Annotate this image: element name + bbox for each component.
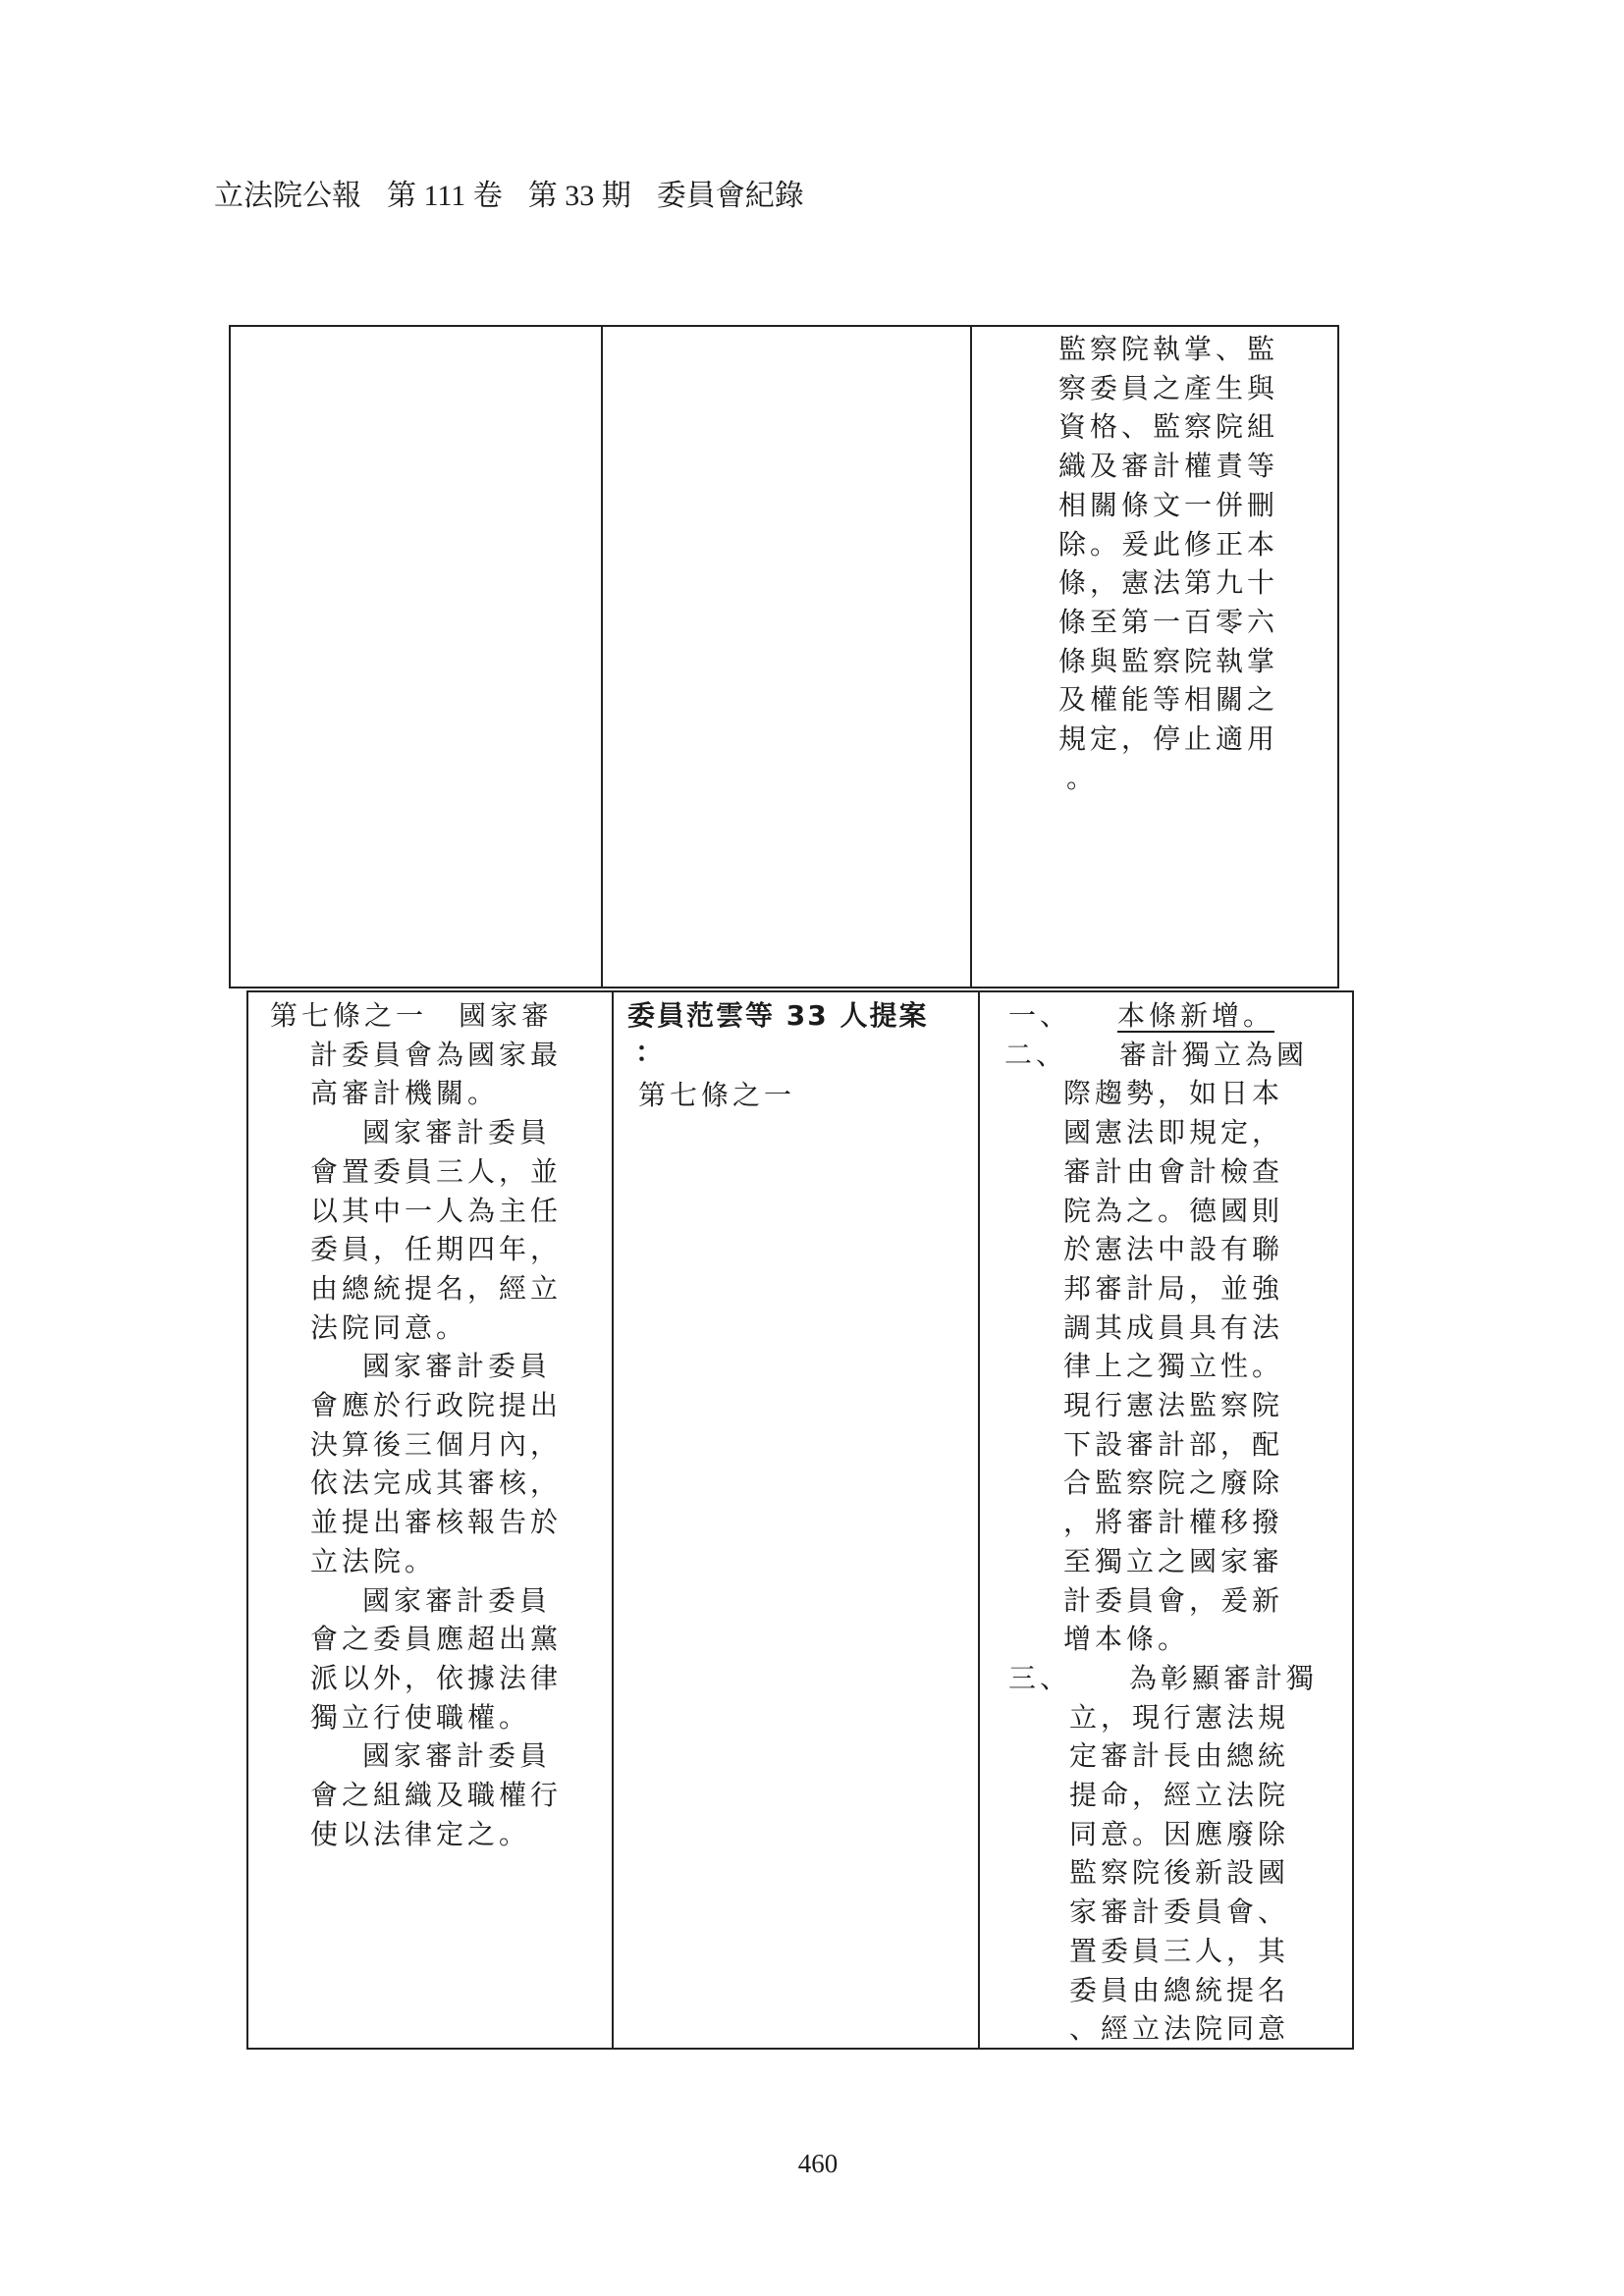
text-line: 置委員三人，其 xyxy=(1069,1934,1290,1967)
running-header xyxy=(214,179,804,214)
article-reference: 第七條之一 xyxy=(638,1079,796,1111)
text-line: 條至第一百零六 xyxy=(1058,605,1279,638)
item-marker: 二、 xyxy=(1004,1038,1068,1071)
text-line: 同意。因應廢除 xyxy=(1069,1817,1290,1850)
text-line: 察委員之產生與 xyxy=(1058,371,1279,404)
page-number: 460 xyxy=(797,2149,839,2178)
text-line: 委員，任期四年， xyxy=(310,1233,563,1266)
text-line: 國憲法即規定， xyxy=(1063,1116,1284,1149)
text-line: 、經立法院同意 xyxy=(1069,2012,1290,2046)
text-line: ，將審計權移撥 xyxy=(1063,1506,1284,1539)
text-line: 院為之。德國則 xyxy=(1063,1194,1284,1227)
text-line: 調其成員具有法 xyxy=(1063,1310,1284,1344)
text-line: 織及審計權責等 xyxy=(1058,450,1279,483)
text-line: 為彰顯審計獨 xyxy=(1129,1661,1319,1694)
text-line: 立法院。 xyxy=(310,1544,437,1577)
text-line: 合監察院之廢除 xyxy=(1063,1467,1284,1500)
text-line: 際趨勢，如日本 xyxy=(1063,1077,1284,1110)
text-line: 並提出審核報告於 xyxy=(310,1506,563,1539)
paragraph-start-line: 國家審計委員 xyxy=(362,1350,552,1383)
text-line: 監察院執掌、監 xyxy=(1058,333,1279,365)
upper-explanation-cell xyxy=(1058,330,1278,797)
text-line: 決算後三個月內， xyxy=(310,1427,563,1461)
text-line: 委員由總統提名 xyxy=(1069,1973,1290,2006)
text-line: 使以法律定之。 xyxy=(310,1817,531,1850)
issue-number: 第 33 期 xyxy=(527,180,631,212)
text-line: 律上之獨立性。 xyxy=(1063,1350,1284,1383)
text-line: 立，現行憲法規 xyxy=(1069,1700,1290,1734)
text-line: 現行憲法監察院 xyxy=(1063,1389,1284,1422)
column-divider xyxy=(601,327,603,987)
volume-number: 第 111 卷 xyxy=(387,180,503,212)
item-marker: 一、 xyxy=(1008,999,1072,1032)
text-line: 家審計委員會、 xyxy=(1069,1896,1290,1929)
text-line: 相關條文一併刪 xyxy=(1058,488,1279,521)
text-line: 增本條。 xyxy=(1063,1623,1190,1656)
article-text-cell xyxy=(270,996,562,1853)
text-line: 法院同意。 xyxy=(310,1310,468,1344)
text-line: 條與監察院執掌 xyxy=(1058,644,1279,677)
text-line: 以其中一人為主任 xyxy=(310,1194,563,1227)
text-line: 及權能等相關之 xyxy=(1058,683,1279,717)
paragraph-start-line: 國家審計委員 xyxy=(362,1583,552,1617)
underlined-text: 本條新增。 xyxy=(1117,999,1275,1032)
item-marker: 三、 xyxy=(1008,1661,1072,1694)
text-line: 。 xyxy=(1066,761,1099,794)
text-line: 派以外，依據法律 xyxy=(310,1661,563,1694)
text-line: 會之委員應超出黨 xyxy=(310,1623,563,1656)
text-line: 高審計機關。 xyxy=(310,1077,500,1110)
column-divider xyxy=(970,327,972,987)
text-line: 審計獨立為國 xyxy=(1119,1038,1309,1071)
section-name: 委員會紀錄 xyxy=(656,180,804,212)
text-line: 計委員會為國家最 xyxy=(310,1038,563,1071)
explanation-item-2 xyxy=(1004,1036,1318,1075)
publication-name: 立法院公報 xyxy=(214,180,361,212)
explanation-cell xyxy=(1004,996,1318,2049)
text-line: 定審計長由總統 xyxy=(1069,1739,1290,1773)
text-line: 計委員會，爰新 xyxy=(1063,1583,1284,1617)
text-line: 規定，停止適用 xyxy=(1058,722,1279,756)
text-line: 審計由會計檢查 xyxy=(1063,1154,1284,1188)
text-line: 會之組織及職權行 xyxy=(310,1779,563,1812)
text-line: 依法完成其審核， xyxy=(310,1467,563,1500)
paragraph-start-line: 國家審計委員 xyxy=(362,1739,552,1773)
column-divider xyxy=(612,992,614,2048)
text-line: 除。爰此修正本 xyxy=(1058,527,1279,561)
article-heading-line: 第七條之一 國家審 xyxy=(270,999,554,1032)
text-line: 提命，經立法院 xyxy=(1069,1779,1290,1812)
text-line: 下設審計部，配 xyxy=(1063,1427,1284,1461)
text-line: 會置委員三人，並 xyxy=(310,1154,563,1188)
text-line: 監察院後新設國 xyxy=(1069,1856,1290,1890)
text-line: 於憲法中設有聯 xyxy=(1063,1233,1284,1266)
text-line: 會應於行政院提出 xyxy=(310,1389,563,1422)
text-line: 至獨立之國家審 xyxy=(1063,1544,1284,1577)
text-line: 邦審計局，並強 xyxy=(1063,1271,1284,1305)
text-line: 條，憲法第九十 xyxy=(1058,566,1279,600)
text-line: 資格、監察院組 xyxy=(1058,410,1279,444)
column-divider xyxy=(978,992,980,2048)
paragraph-start-line: 國家審計委員 xyxy=(362,1116,552,1149)
text-line: 由總統提名，經立 xyxy=(310,1271,563,1305)
explanation-item-3 xyxy=(1004,1659,1318,1698)
explanation-item-1 xyxy=(1004,996,1318,1036)
proposer-colon: ： xyxy=(635,1036,664,1068)
proposer-heading: 委員范雲等 33 人提案 xyxy=(627,999,929,1032)
text-line: 獨立行使職權。 xyxy=(310,1700,531,1734)
